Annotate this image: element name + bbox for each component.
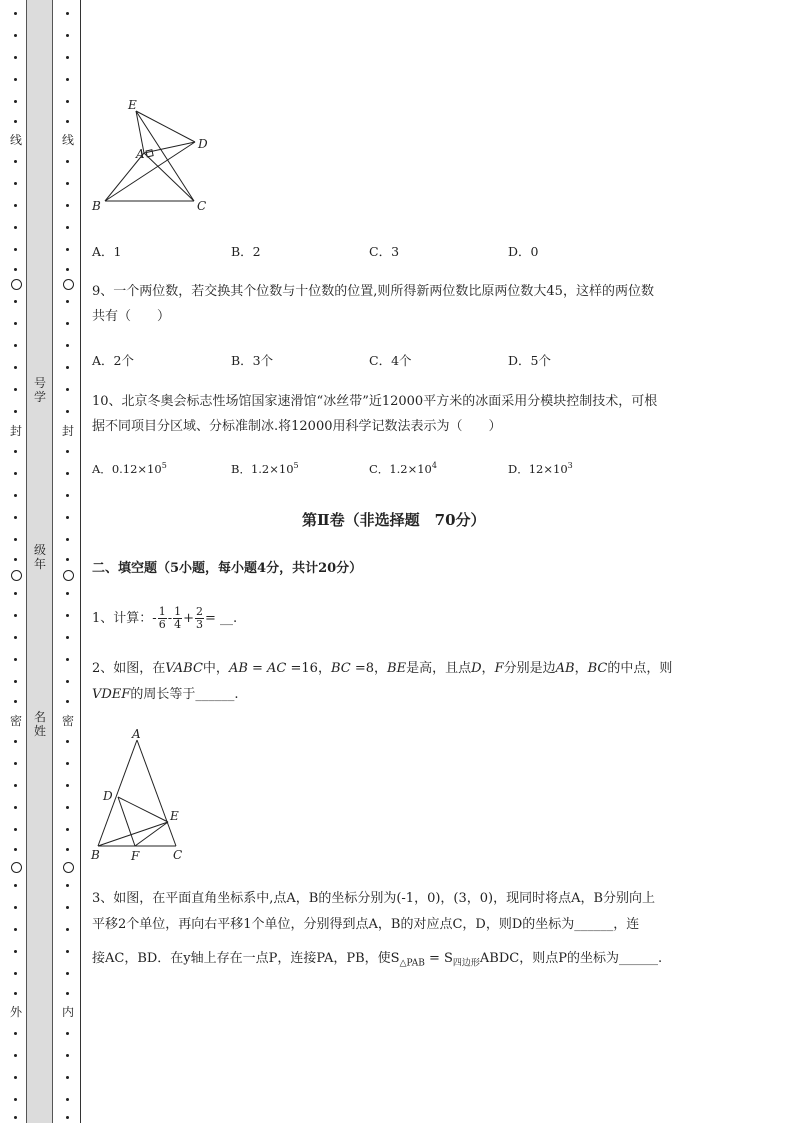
margin-mark-mi: 密 xyxy=(61,714,74,728)
dot xyxy=(66,1054,69,1057)
option-exponent: 4 xyxy=(431,461,437,471)
q9-text-line1: 9、一个两位数，若交换其个位数与十位数的位置,则所得新两位数比原两位数大45，这样的两位数 xyxy=(92,284,654,299)
dot xyxy=(14,344,17,347)
text: ， xyxy=(317,661,331,676)
dot xyxy=(66,828,69,831)
dot xyxy=(66,740,69,743)
dot xyxy=(14,906,17,909)
dot xyxy=(14,100,17,103)
option-label: C． xyxy=(369,462,390,476)
text: 中， xyxy=(202,661,229,676)
q10-option-a xyxy=(92,461,167,477)
dot xyxy=(66,680,69,683)
circle-mark xyxy=(11,570,22,581)
option-exponent: 5 xyxy=(293,461,299,471)
dot xyxy=(66,516,69,519)
right-angle-mark xyxy=(146,150,153,157)
dot xyxy=(66,1032,69,1035)
text: ABDC，则点P的坐标为______. xyxy=(479,951,663,966)
dot xyxy=(14,12,17,15)
dot xyxy=(14,56,17,59)
denominator: 6 xyxy=(158,618,166,631)
dot xyxy=(66,658,69,661)
q10-option-c xyxy=(369,461,437,477)
dot xyxy=(66,614,69,617)
margin-border-line xyxy=(80,0,81,1123)
numerator: 1 xyxy=(174,605,182,618)
dot xyxy=(14,700,17,703)
math-triangle-def: VDEF xyxy=(92,687,131,702)
dot xyxy=(14,972,17,975)
dot xyxy=(14,34,17,37)
option-label: A． xyxy=(92,462,112,476)
dot xyxy=(66,120,69,123)
label-D: D xyxy=(103,789,113,803)
dot xyxy=(66,538,69,541)
math-triangle-abc: VABC xyxy=(165,661,203,676)
dot xyxy=(66,906,69,909)
q10-text-line1: 10、北京冬奥会标志性场馆国家速滑馆“冰丝带”近12000平方米的冰面采用分模块控制技术，可根 xyxy=(92,394,658,409)
dot xyxy=(66,322,69,325)
dot xyxy=(66,972,69,975)
dot xyxy=(66,56,69,59)
margin-mark-feng: 封 xyxy=(9,424,22,438)
dot xyxy=(14,1054,17,1057)
dot xyxy=(66,344,69,347)
dot xyxy=(66,268,69,271)
dot xyxy=(14,366,17,369)
dot xyxy=(14,160,17,163)
q9-option-d: D．5个 xyxy=(508,353,551,368)
option-base: 0.12×10 xyxy=(111,462,162,476)
dot xyxy=(14,784,17,787)
fill1-minus: - xyxy=(152,611,157,626)
label-A: A xyxy=(136,147,145,161)
text: 接AC，BD．在y轴上存在一点P，连接PA，PB，使S xyxy=(92,951,400,966)
option-base: 1.2×10 xyxy=(250,462,294,476)
dot xyxy=(66,182,69,185)
circle-mark xyxy=(11,279,22,290)
option-exponent: 3 xyxy=(567,461,573,471)
dot xyxy=(66,636,69,639)
field-char: 学 xyxy=(33,390,46,404)
q10-option-d xyxy=(508,461,573,477)
denominator: 4 xyxy=(174,618,182,631)
math-f: F xyxy=(494,661,504,676)
field-char: 号 xyxy=(33,376,46,390)
dot xyxy=(66,410,69,413)
segment-EC xyxy=(136,111,194,201)
dot xyxy=(14,614,17,617)
dot xyxy=(66,592,69,595)
option-exponent: 5 xyxy=(161,461,167,471)
circle-mark xyxy=(11,862,22,873)
dot xyxy=(14,538,17,541)
segment-ED xyxy=(136,111,195,142)
dot xyxy=(66,450,69,453)
q8-option-c: C．3 xyxy=(369,244,400,259)
math-d: D xyxy=(471,661,482,676)
text: 是高，且点 xyxy=(406,661,472,676)
dot xyxy=(14,740,17,743)
dot xyxy=(14,928,17,931)
dot xyxy=(66,762,69,765)
dot xyxy=(66,100,69,103)
margin-mark-mi: 密 xyxy=(9,714,22,728)
fill1-prefix: 1、计算： xyxy=(92,611,153,626)
dot xyxy=(14,658,17,661)
dot xyxy=(14,78,17,81)
field-char: 姓 xyxy=(33,724,46,738)
dot xyxy=(66,160,69,163)
dot xyxy=(66,700,69,703)
denominator: 3 xyxy=(196,618,203,631)
name-label xyxy=(33,710,47,738)
text: 2、如图，在 xyxy=(92,661,166,676)
dot xyxy=(66,204,69,207)
q8-option-d: D．0 xyxy=(508,244,539,259)
math-ab-ac: AB = AC = xyxy=(228,661,302,676)
text: ， xyxy=(574,661,588,676)
label-E: E xyxy=(128,98,137,112)
q10-option-b xyxy=(231,461,299,477)
label-C: C xyxy=(197,199,207,213)
segment-AC xyxy=(144,153,194,201)
dot xyxy=(14,248,17,251)
dot xyxy=(66,472,69,475)
text: 的周长等于______. xyxy=(130,687,239,702)
dot xyxy=(14,472,17,475)
right-dot-column xyxy=(63,0,73,1123)
text: 的中点，则 xyxy=(607,661,673,676)
dot xyxy=(66,1098,69,1101)
dot xyxy=(66,1076,69,1079)
math-ab: AB xyxy=(555,661,575,676)
dot xyxy=(14,410,17,413)
circle-mark xyxy=(63,862,74,873)
dot xyxy=(14,494,17,497)
text: ， xyxy=(374,661,388,676)
margin-mark-xian: 线 xyxy=(9,133,22,147)
dot xyxy=(66,1116,69,1119)
dot xyxy=(14,204,17,207)
dot xyxy=(14,848,17,851)
subscript-quadrilateral: 四边形 xyxy=(452,958,480,969)
dot xyxy=(66,12,69,15)
numerator: 1 xyxy=(158,605,166,618)
dot xyxy=(66,928,69,931)
dot xyxy=(14,322,17,325)
q9-option-c: C．4个 xyxy=(369,353,412,368)
math-bc: BC = xyxy=(330,661,366,676)
dot xyxy=(66,248,69,251)
q10-text-line2: 据不同项目分区域、分标准制冰.将12000用科学记数法表示为（ ） xyxy=(92,419,502,434)
fill3-line1: 3、如图，在平面直角坐标系中,点A，B的坐标分别为(-1，0)，(3，0)，现同时将点A，B分别向上 xyxy=(92,891,656,906)
fill2-figure xyxy=(88,726,188,866)
fill1-answer-blank: = __. xyxy=(205,611,238,626)
dot xyxy=(14,1116,17,1119)
student-id-label xyxy=(33,376,47,404)
circle-mark xyxy=(63,570,74,581)
dot xyxy=(14,950,17,953)
label-B: B xyxy=(92,199,101,213)
option-label: D． xyxy=(508,462,529,476)
dot xyxy=(66,78,69,81)
margin-mark-xian: 线 xyxy=(61,133,74,147)
dot xyxy=(66,300,69,303)
circle-mark xyxy=(63,279,74,290)
numerator: 2 xyxy=(196,605,203,618)
dot xyxy=(66,806,69,809)
label-C: C xyxy=(173,848,183,862)
segment-FE xyxy=(135,822,168,846)
dot xyxy=(14,884,17,887)
dot xyxy=(66,34,69,37)
dot xyxy=(14,182,17,185)
fill2-line1 xyxy=(92,660,672,678)
dot xyxy=(14,516,17,519)
label-A: A xyxy=(132,727,141,741)
margin-mark-nei: 内 xyxy=(61,1005,74,1019)
dot xyxy=(14,828,17,831)
q8-option-a: A．1 xyxy=(92,244,122,259)
q8-figure xyxy=(88,96,218,218)
left-dot-column xyxy=(11,0,21,1123)
dot xyxy=(14,450,17,453)
dot xyxy=(66,848,69,851)
fraction-2-3 xyxy=(195,606,204,631)
dot xyxy=(14,806,17,809)
part2-title: 第Ⅱ卷（非选择题 70分） xyxy=(302,511,486,529)
dot xyxy=(66,884,69,887)
fill1-question xyxy=(92,604,237,634)
dot xyxy=(14,226,17,229)
dot xyxy=(14,1098,17,1101)
field-char: 级 xyxy=(33,543,46,557)
dot xyxy=(66,950,69,953)
dot xyxy=(66,992,69,995)
q8-option-b: B．2 xyxy=(231,244,261,259)
math-value: 8 xyxy=(365,661,375,676)
segment-BE xyxy=(98,822,168,846)
dot xyxy=(14,558,17,561)
q9-option-a: A．2个 xyxy=(92,353,134,368)
dot xyxy=(14,762,17,765)
segment-BD xyxy=(105,142,195,201)
section2-heading: 二、填空题（5小题，每小题4分，共计20分） xyxy=(92,561,363,576)
dot xyxy=(66,558,69,561)
text: 分别是边 xyxy=(503,661,556,676)
label-E: E xyxy=(170,809,179,823)
dot xyxy=(14,120,17,123)
field-char: 名 xyxy=(33,710,46,724)
margin-mark-feng: 封 xyxy=(61,424,74,438)
fill3-line2: 平移2个单位，再向右平移1个单位，分别得到点A，B的对应点C，D，则D的坐标为______，连 xyxy=(92,917,640,932)
dot xyxy=(14,268,17,271)
label-D: D xyxy=(198,137,208,151)
q9-text-line2: 共有（ ） xyxy=(92,309,171,324)
dot xyxy=(66,494,69,497)
dot xyxy=(14,1076,17,1079)
fill1-plus: + xyxy=(183,611,194,626)
math-bc-2: BC xyxy=(587,661,608,676)
option-base: 1.2×10 xyxy=(389,462,432,476)
field-char: 年 xyxy=(33,557,46,571)
grade-label xyxy=(33,543,47,571)
fill2-line2 xyxy=(92,686,238,704)
dot xyxy=(14,388,17,391)
label-F: F xyxy=(131,849,140,863)
text: ， xyxy=(481,661,495,676)
dot xyxy=(66,388,69,391)
fraction-1-4 xyxy=(173,606,182,631)
dot xyxy=(14,1032,17,1035)
dot xyxy=(14,300,17,303)
fill1-minus2: - xyxy=(167,611,173,626)
fraction-1-6 xyxy=(158,606,167,631)
option-base: 12×10 xyxy=(528,462,568,476)
subscript-pab: △PAB xyxy=(399,958,425,969)
math-value: 16 xyxy=(301,661,318,676)
dot xyxy=(14,680,17,683)
dot xyxy=(66,784,69,787)
option-label: B． xyxy=(231,462,251,476)
dot xyxy=(14,636,17,639)
dot xyxy=(66,226,69,229)
fill3-line3 xyxy=(92,950,662,973)
label-B: B xyxy=(91,848,100,862)
margin-mark-wai: 外 xyxy=(9,1005,22,1019)
dot xyxy=(14,592,17,595)
math-be: BE xyxy=(387,661,407,676)
q9-option-b: B．3个 xyxy=(231,353,274,368)
dot xyxy=(66,366,69,369)
text: = S xyxy=(424,951,453,966)
dot xyxy=(14,992,17,995)
